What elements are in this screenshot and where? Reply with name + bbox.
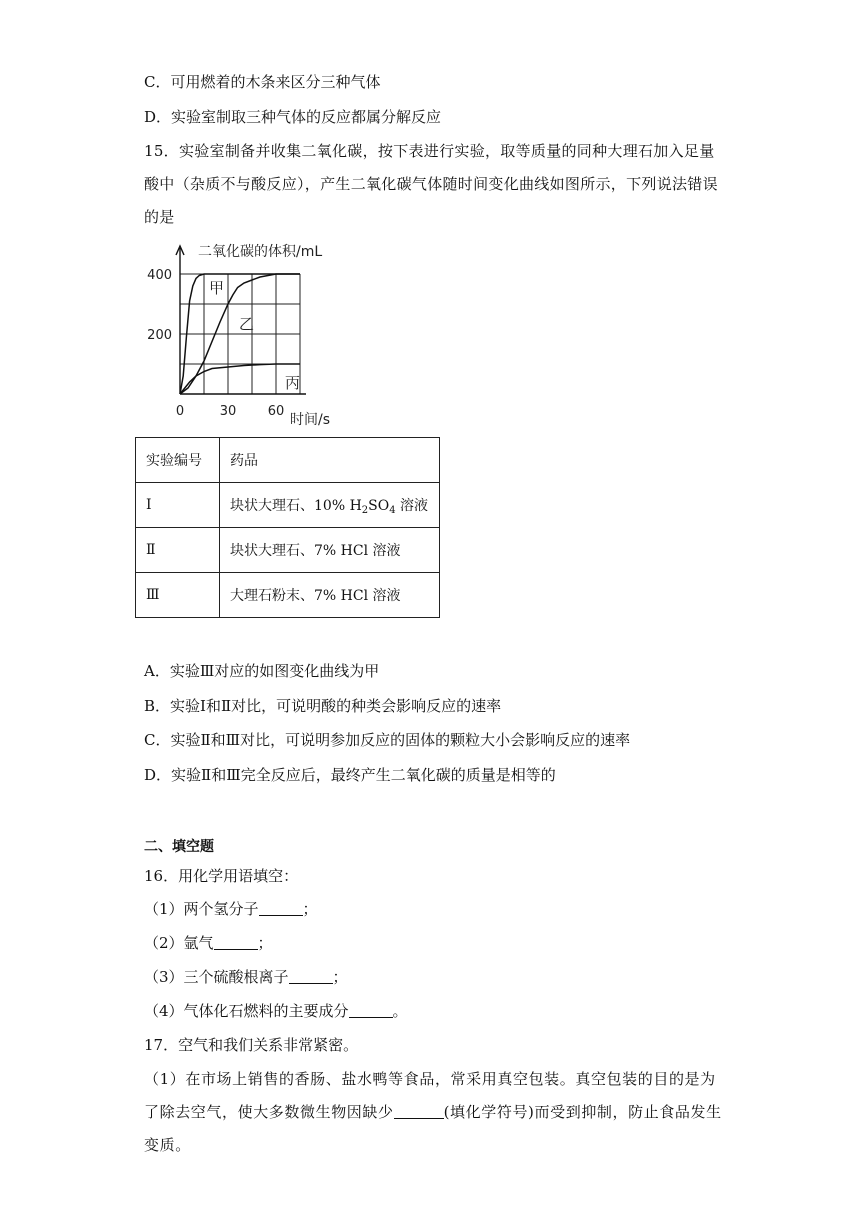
q16-item-1: （1）两个氢分子 ； — [144, 900, 318, 918]
q14-option-c: C．可用燃着的木条来区分三种气体 — [144, 73, 381, 91]
reagent-cell: 块状大理石、10% $H_2SO_4$ 溶液 — [220, 483, 440, 528]
x-tick-label: 60 — [267, 404, 285, 419]
q16-stem: 16．用化学用语填空： — [144, 867, 299, 885]
reagent-cell: 块状大理石、7% HCl 溶液 — [220, 528, 440, 573]
q16-item-2: （2）氩气 ； — [144, 934, 273, 952]
table-row — [136, 483, 440, 528]
q15-option-b: B．实验Ⅰ和Ⅱ对比，可说明酸的种类会影响反应的速率 — [144, 697, 502, 715]
q15-stem: 15．实验室制备并收集二氧化碳，按下表进行实验，取等质量的同种大理石加入足量酸中（杂质不与酸反应），产生二氧化碳气体随时间变化曲线如图所示，下列说法错误的是 — [144, 142, 718, 226]
answer-blank[interactable] — [259, 899, 303, 916]
series-label-3: 丙 — [285, 374, 301, 392]
series-label-1: 甲 — [209, 279, 225, 297]
experiment-id: Ⅲ — [136, 573, 220, 618]
answer-blank[interactable] — [349, 1001, 393, 1018]
chart-grid — [180, 274, 300, 394]
table-row — [136, 573, 440, 618]
y-tick-label: 400 — [147, 268, 172, 283]
chart-y-axis-label: 二氧化碳的体积/mL — [198, 244, 323, 260]
header-experiment-id: 实验编号 — [136, 438, 220, 483]
q15-option-c: C．实验Ⅱ和Ⅲ对比，可说明参加反应的固体的颗粒大小会影响反应的速率 — [144, 731, 631, 749]
y-tick-label: 200 — [147, 328, 172, 343]
section-title: 二、填空题 — [144, 839, 214, 855]
q15-option-d: D．实验Ⅱ和Ⅲ完全反应后，最终产生二氧化碳的质量是相等的 — [144, 766, 556, 784]
answer-blank[interactable] — [289, 967, 333, 984]
q16-item-3: （3）三个硫酸根离子 ； — [144, 968, 348, 986]
series-label-2: 乙 — [239, 315, 255, 333]
q14-option-d: D．实验室制取三种气体的反应都属分解反应 — [144, 108, 442, 126]
reagent-table — [135, 437, 440, 618]
header-reagent: 药品 — [220, 438, 440, 483]
reagent-cell: 大理石粉末、7% HCl 溶液 — [220, 573, 440, 618]
answer-blank[interactable] — [214, 933, 258, 950]
series-line-3 — [180, 364, 300, 394]
experiment-id: Ⅱ — [136, 528, 220, 573]
table-header-row — [136, 438, 440, 483]
q17-stem: 17．空气和我们关系非常紧密。 — [144, 1036, 359, 1054]
chart-x-axis-label: 时间/s — [290, 412, 331, 428]
experiment-id: Ⅰ — [136, 483, 220, 528]
q15-option-a: A．实验Ⅲ对应的如图变化曲线为甲 — [144, 662, 380, 680]
chart-tick-labels — [147, 268, 300, 419]
table-row — [136, 528, 440, 573]
q16-item-4: （4）气体化石燃料的主要成分 。 — [144, 1002, 408, 1020]
co2-volume-chart — [140, 236, 370, 436]
x-tick-label: 30 — [219, 404, 237, 419]
answer-blank[interactable] — [394, 1102, 444, 1119]
q17-item-1: （1）在市场上销售的香肠、盐水鸭等食品，常采用真空包装。真空包装的目的是为了除去空气，使大多数微生物因缺少 (填化学符号)而受到抑制，防止食品发生变质。 — [144, 1070, 722, 1154]
x-tick-label: 0 — [175, 404, 185, 419]
